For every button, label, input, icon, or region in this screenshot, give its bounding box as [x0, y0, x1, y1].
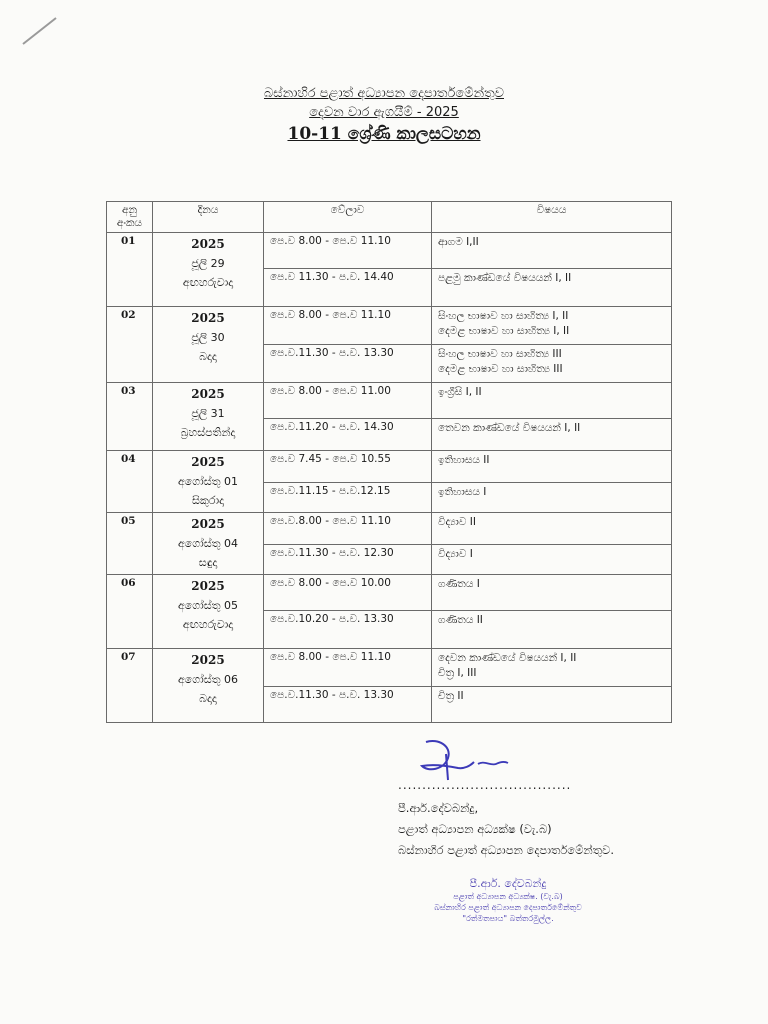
serial-number: 04 — [107, 451, 153, 513]
session-time: පෙ.ව.11.30 - ප.ව. 13.30 — [264, 687, 432, 723]
exam-date: ජූලි 30 — [191, 331, 225, 344]
session-subjects — [432, 649, 672, 687]
session-subjects — [432, 269, 672, 307]
table-row — [107, 233, 672, 269]
session-time: පෙ.ව 8.00 - පෙ.ව 11.10 — [264, 307, 432, 345]
session-time: පෙ.ව.8.00 - පෙ.ව 11.10 — [264, 513, 432, 545]
subject-name: ආගම I,II — [438, 236, 479, 248]
exam-year: 2025 — [191, 237, 225, 251]
subject-name: චිත්‍ර II — [438, 690, 464, 702]
session-time: පෙ.ව 8.00 - පෙ.ව 11.10 — [264, 649, 432, 687]
exam-day — [153, 451, 264, 513]
header-subject: විෂයය — [432, 202, 672, 233]
serial-number: 05 — [107, 513, 153, 575]
subject-name: චිත්‍ර I, III — [438, 667, 477, 679]
subject-name: පළමු කාණ්ඩයේ විෂයයන් I, II — [438, 272, 572, 284]
subject-name: ගණිතය II — [438, 614, 483, 626]
session-subjects — [432, 419, 672, 451]
department-title: බස්නාහිර පළාත් අධ්‍යාපන දෙපාර්තමේන්තුව — [263, 86, 504, 101]
header-serial: අනු අංකය — [107, 202, 153, 233]
page-header — [0, 86, 768, 144]
exam-year: 2025 — [191, 653, 225, 667]
subject-name: විද්‍යාව II — [438, 516, 476, 528]
subject-name: තෙවන කාණ්ඩයේ විෂයයන් I, II — [438, 422, 581, 434]
exam-day — [153, 383, 264, 451]
exam-date: ජූලි 29 — [191, 257, 225, 270]
subject-name: සිංහල භාෂාව හා සාහිත්‍ය III — [438, 348, 562, 360]
stamp-name: පී.ආර්. දේවබන්දු — [469, 877, 547, 890]
exam-year: 2025 — [191, 455, 225, 469]
stamp-address: "රත්මතපාය" බත්තරමුල්ල. — [462, 914, 554, 923]
signatory-name: පී.ආර්.දේවබන්දු, — [398, 801, 479, 815]
serial-number: 02 — [107, 307, 153, 383]
table-row — [107, 451, 672, 483]
subject-name: ඉතිහාසය II — [438, 454, 490, 466]
session-time: පෙ.ව.11.15 - ප.ව.12.15 — [264, 483, 432, 513]
table-row — [107, 575, 672, 611]
table-row — [107, 513, 672, 545]
session-time: පෙ.ව.10.20 - ප.ව. 13.30 — [264, 611, 432, 649]
subject-name: ගණිතය I — [438, 578, 480, 590]
signatory-department: බස්නාහිර පළාත් අධ්‍යාපන දෙපාර්තමේන්තුව. — [398, 843, 614, 857]
exam-date: අගෝස්තු 05 — [177, 599, 239, 612]
subject-name: ඉංග්‍රීසි I, II — [438, 386, 482, 398]
stamp-title: පළාත් අධ්‍යාපන අධ්‍යක්ෂ. (වැ.බ) — [453, 892, 563, 901]
session-time: පෙ.ව.11.30 - ප.ව. 12.30 — [264, 545, 432, 575]
exam-weekday: අඟහරුවාදා — [182, 276, 234, 289]
serial-number: 01 — [107, 233, 153, 307]
exam-weekday: අඟහරුවාදා — [182, 618, 234, 631]
exam-weekday: බ්‍රහස්පතින්දා — [180, 426, 236, 439]
session-subjects — [432, 451, 672, 483]
session-subjects — [432, 483, 672, 513]
session-subjects — [432, 345, 672, 383]
session-subjects — [432, 513, 672, 545]
official-stamp — [392, 876, 624, 924]
exam-weekday: බදාදා — [199, 350, 217, 363]
session-subjects — [432, 307, 672, 345]
signatory-title: පළාත් අධ්‍යාපන අධ්‍යක්ෂ (වැ.බ) — [398, 822, 552, 836]
session-subjects — [432, 233, 672, 269]
header-time: වේලාව — [264, 202, 432, 233]
exam-date: ජූලි 31 — [191, 407, 225, 420]
session-time: පෙ.ව 8.00 - පෙ.ව 11.00 — [264, 383, 432, 419]
exam-year: 2025 — [191, 579, 225, 593]
subject-name: සිංහල භාෂාව හා සාහිත්‍ය I, II — [438, 310, 569, 322]
exam-year: 2025 — [191, 311, 225, 325]
session-time: පෙ.ව 8.00 - පෙ.ව 11.10 — [264, 233, 432, 269]
exam-timetable — [106, 201, 672, 723]
table-row — [107, 383, 672, 419]
exam-title: දෙවන වාර ඇගයීම් - 2025 — [309, 105, 459, 120]
session-subjects — [432, 545, 672, 575]
exam-day — [153, 233, 264, 307]
session-subjects — [432, 575, 672, 611]
signatory-block — [398, 798, 614, 861]
header-date: දිනය — [153, 202, 264, 233]
subject-name: විද්‍යාව I — [438, 548, 473, 561]
table-header-row — [107, 202, 672, 233]
session-time: පෙ.ව.11.30 - ප.ව. 13.30 — [264, 345, 432, 383]
session-time: පෙ.ව 11.30 - ප.ව. 14.40 — [264, 269, 432, 307]
session-time: පෙ.ව 7.45 - පෙ.ව 10.55 — [264, 451, 432, 483]
scratch-mark-icon — [20, 14, 60, 48]
exam-year: 2025 — [191, 517, 225, 531]
serial-number: 07 — [107, 649, 153, 723]
serial-number: 06 — [107, 575, 153, 649]
subject-name: දෙමළ භාෂාව හා සාහිත්‍ය I, II — [438, 325, 570, 337]
stamp-department: බස්නාහිර පළාත් අධ්‍යාපන දෙපාර්තමේන්තුව — [434, 903, 582, 912]
exam-day — [153, 513, 264, 575]
exam-date: අගෝස්තු 04 — [177, 537, 239, 550]
exam-weekday: සිකුරාදා — [192, 494, 224, 507]
session-subjects — [432, 383, 672, 419]
exam-date: අගෝස්තු 06 — [177, 673, 239, 686]
exam-weekday: සඳුදා — [198, 556, 218, 569]
serial-number: 03 — [107, 383, 153, 451]
subject-name: දෙවන කාණ්ඩයේ විෂයයන් I, II — [438, 652, 577, 664]
exam-weekday: බදාදා — [199, 692, 217, 705]
exam-date: අගෝස්තු 01 — [177, 475, 239, 488]
subject-name: දෙමළ භාෂාව හා සාහිත්‍ය III — [438, 363, 563, 375]
exam-day — [153, 575, 264, 649]
exam-day — [153, 649, 264, 723]
timetable-title: 10-11 ශ්‍රේණි කාලසටහන — [287, 124, 481, 144]
session-time: පෙ.ව 8.00 - පෙ.ව 10.00 — [264, 575, 432, 611]
table-row — [107, 307, 672, 345]
subject-name: ඉතිහාසය I — [438, 486, 487, 499]
exam-day — [153, 307, 264, 383]
session-subjects — [432, 611, 672, 649]
session-subjects — [432, 687, 672, 723]
session-time: පෙ.ව.11.20 - ප.ව. 14.30 — [264, 419, 432, 451]
signature-line: .................................... — [398, 778, 572, 792]
exam-year: 2025 — [191, 387, 225, 401]
table-row — [107, 649, 672, 687]
